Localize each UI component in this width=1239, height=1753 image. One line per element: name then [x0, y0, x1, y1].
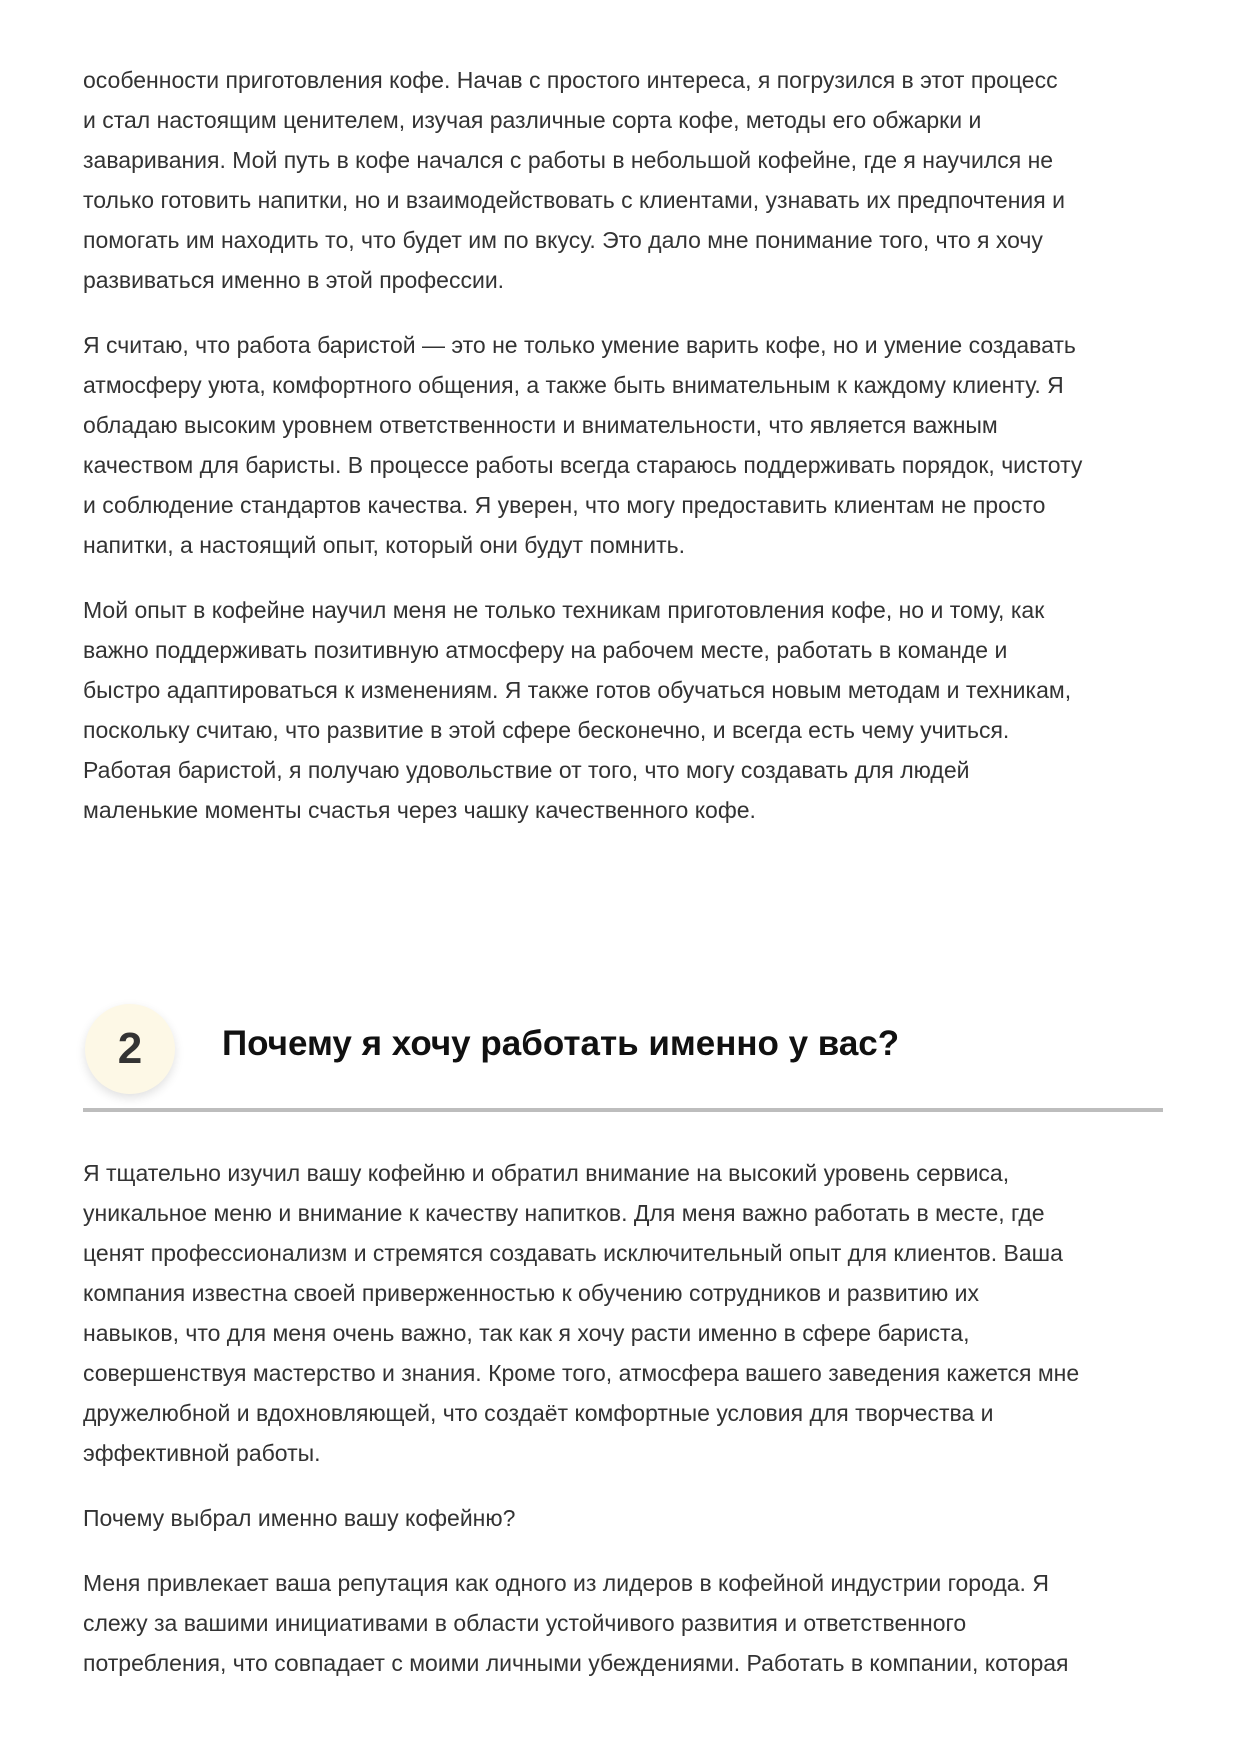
paragraph	[83, 1153, 1163, 1473]
section2-body	[83, 1153, 1163, 1708]
text-line: Работая баристой, я получаю удовольствие от того, что могу создавать для людей	[83, 757, 970, 783]
text-line: напитки, а настоящий опыт, который они будут помнить.	[83, 532, 685, 558]
section-number-badge: 2	[85, 1004, 175, 1094]
text-line: Мой опыт в кофейне научил меня не только техникам приготовления кофе, но и тому, как	[83, 597, 1045, 623]
text-line: компания известна своей приверженностью к обучению сотрудников и развитию их	[83, 1280, 980, 1306]
text-line: помогать им находить то, что будет им по вкусу. Это дало мне понимание того, что я хочу	[83, 227, 1043, 253]
text-line: маленькие моменты счастья через чашку качественного кофе.	[83, 797, 756, 823]
paragraph	[83, 590, 1163, 830]
text-line: дружелюбной и вдохновляющей, что создаёт комфортные условия для творчества и	[83, 1400, 994, 1426]
text-line: уникальное меню и внимание к качеству напитков. Для меня важно работать в месте, где	[83, 1200, 1045, 1226]
text-line: совершенствуя мастерство и знания. Кроме того, атмосфера вашего заведения кажется мне	[83, 1360, 1080, 1386]
section1-body	[83, 60, 1163, 855]
paragraph	[83, 1563, 1163, 1683]
text-line: ценят профессионализм и стремятся создавать исключительный опыт для клиентов. Ваша	[83, 1240, 1063, 1266]
text-line: развиваться именно в этой профессии.	[83, 267, 505, 293]
text-line: слежу за вашими инициативами в области устойчивого развития и ответственного	[83, 1610, 967, 1636]
text-line: заваривания. Мой путь в кофе начался с работы в небольшой кофейне, где я научился не	[83, 147, 1054, 173]
text-line: особенности приготовления кофе. Начав с простого интереса, я погрузился в этот процесс	[83, 67, 1058, 93]
text-line: Меня привлекает ваша репутация как одного из лидеров в кофейной индустрии города. Я	[83, 1570, 1049, 1596]
text-line: потребления, что совпадает с моими личными убеждениями. Работать в компании, которая	[83, 1650, 1069, 1676]
section-heading	[83, 1000, 1163, 1112]
text-line: важно поддерживать позитивную атмосферу на рабочем месте, работать в команде и	[83, 637, 1008, 663]
text-line: Я тщательно изучил вашу кофейню и обратил внимание на высокий уровень сервиса,	[83, 1160, 1010, 1186]
paragraph	[83, 60, 1163, 300]
text-line: Я считаю, что работа баристой — это не только умение варить кофе, но и умение создавать	[83, 332, 1076, 358]
text-line: поскольку считаю, что развитие в этой сфере бесконечно, и всегда есть чему учиться.	[83, 717, 1010, 743]
text-line: качеством для баристы. В процессе работы всегда стараюсь поддерживать порядок, чистоту	[83, 452, 1083, 478]
text-line: быстро адаптироваться к изменениям. Я также готов обучаться новым методам и техникам,	[83, 677, 1072, 703]
text-line: и стал настоящим ценителем, изучая различные сорта кофе, методы его обжарки и	[83, 107, 982, 133]
text-line: только готовить напитки, но и взаимодействовать с клиентами, узнавать их предпочтения и	[83, 187, 1065, 213]
section-title: Почему я хочу работать именно у вас?	[222, 1024, 900, 1063]
paragraph	[83, 1498, 1163, 1538]
text-line: Почему выбрал именно вашу кофейню?	[83, 1505, 516, 1531]
text-line: навыков, что для меня очень важно, так как я хочу расти именно в сфере бариста,	[83, 1320, 970, 1346]
text-line: атмосферу уюта, комфортного общения, а также быть внимательным к каждому клиенту. Я	[83, 372, 1064, 398]
paragraph	[83, 325, 1163, 565]
text-line: обладаю высоким уровнем ответственности и внимательности, что является важным	[83, 412, 998, 438]
text-line: и соблюдение стандартов качества. Я уверен, что могу предоставить клиентам не просто	[83, 492, 1046, 518]
text-line: эффективной работы.	[83, 1440, 321, 1466]
